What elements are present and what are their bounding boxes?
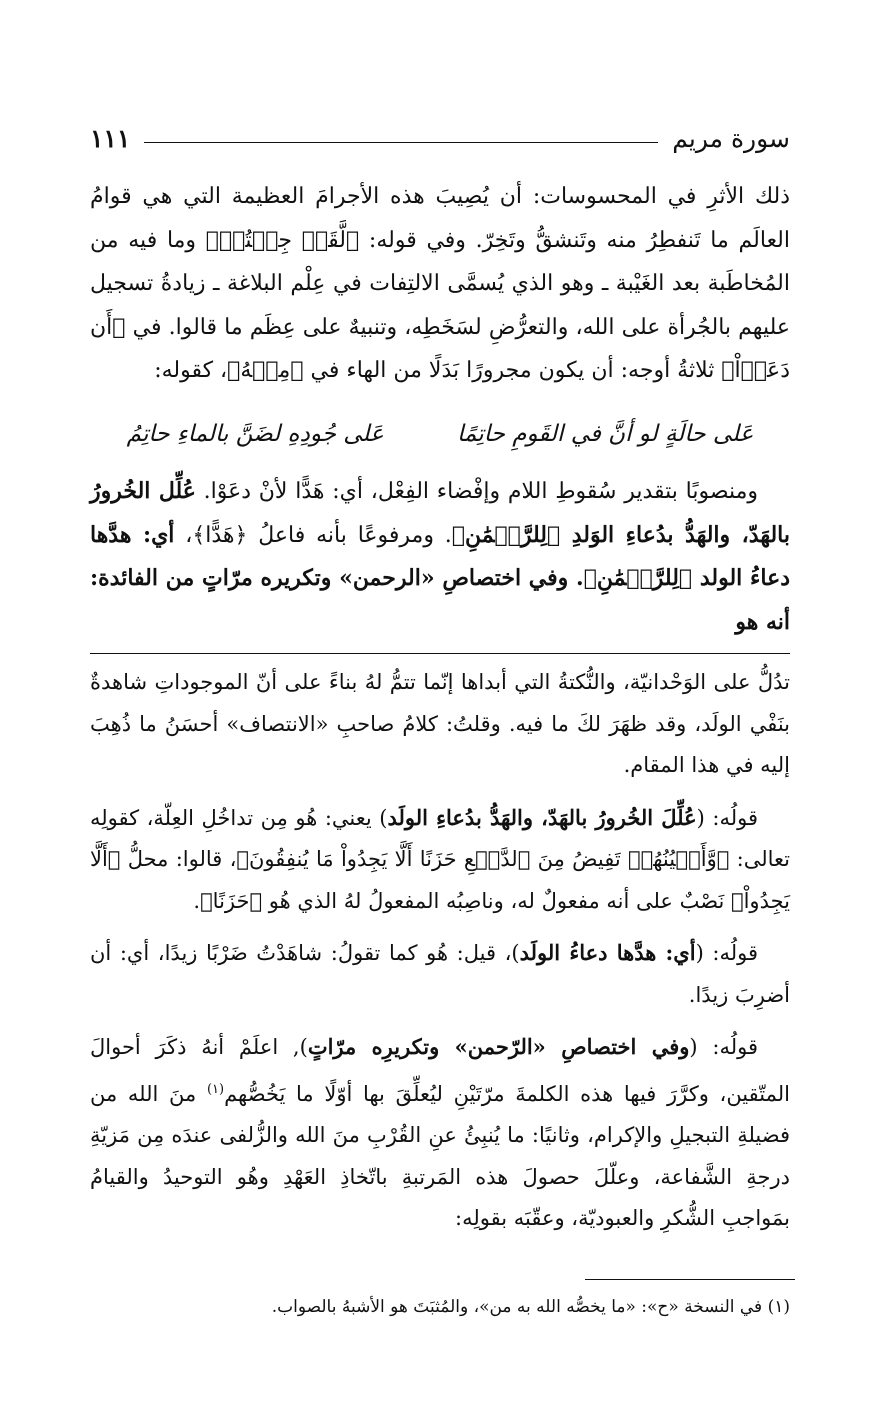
c3-text-a: قولُه: ( — [695, 941, 758, 965]
c3-text-c: )، قيل: هُو كما تقولُ: شاهَدْتُ ضَرْبًا زيدًا، أي: أن أضرِبَ زيدًا. — [90, 941, 790, 1007]
c2-bold-quote: عُلِّلَ الخُرورُ بالهَدّ، والهَدُّ بدُعاءِ الولَد — [387, 804, 697, 830]
c2-text-c: ) يعني: هُو مِن تداخُلِ العِلّة، كقولِه تعالى: ﴿وَّأَعۡيُنُهُمۡ تَفِيضُ مِنَ ٱلدَّمۡعِ حَزَنًا أَلَّا يَجِدُواْ مَا يُنفِقُونَ﴾، قالوا: محلُّ ﴿أَلَّا يَجِدُواْ﴾ نَصْبٌ على أنه مفعولٌ له، وناصِبُه المفعولُ لهُ الذي هُو ﴿حَزَنًا﴾. — [90, 805, 790, 913]
footnote: (١) في النسخة «ح»: «ما يخصُّه الله به من»، والمُثبَتَ هو الأشبهُ بالصواب. — [271, 1297, 790, 1317]
commentary-paragraph-4 — [90, 1026, 790, 1240]
c4-text-c: ), اعلَمْ أنهُ ذكَرَ أحوالَ المتّقين، وكرَّرَ فيها هذه الكلمةَ مرّتَيْنِ ليُعلِّقَ بها أوّلًا ما يَخُصُّهم — [90, 1035, 790, 1106]
verse-second-hemistich: عَلى جُودِهِ لضَنَّ بالماءِ حاتِمُ — [126, 420, 384, 447]
c4-text-a: قولُه: ( — [689, 1035, 758, 1059]
c2-text-a: قولُه: ( — [696, 805, 759, 830]
poetry-verse — [90, 413, 790, 457]
commentary-paragraph-3 — [90, 932, 790, 1016]
main-p2-text-a: ومنصوبًا بتقدير سُقوطِ اللام وإفْضاء الفِعْل، أي: هَدًّا لأنْ دعَوْا. — [195, 479, 758, 504]
page-header — [90, 118, 790, 158]
header-rule — [144, 142, 658, 143]
c4-text-d: منَ الله من فضيلةِ التبجيلِ والإكرام، وثانيًا: ما يُنبِئُ عنِ القُرْبِ منَ الله والزُّلفى عندَه مِن مَزيّةِ درجةِ الشَّفاعة، وعلّلَ حصولَ هذه المَرتبةِ باتّخاذِ العَهْدِ وهُو التوحيدُ والقيامُ بمَواجبِ الشُّكرِ والعبوديّة، وعقّبَه بقولِه: — [90, 1081, 790, 1230]
c4-bold-quote: وفي اختصاصِ «الرّحمن» وتكريرِه مرّاتٍ — [307, 1034, 690, 1059]
main-p2-bold-b: عُلِّل الخُرورُ بالهَدّ، والهَدُّ بدُعاءِ الوَلدِ ﴿لِلرَّحۡمَٰنِ﴾ — [90, 478, 790, 548]
main-text — [90, 175, 790, 644]
c3-bold-quote: أي: هدَّها دعاءُ الولَد — [519, 940, 696, 965]
main-paragraph-2 — [90, 470, 790, 644]
commentary-text — [90, 662, 790, 1250]
main-p2-text-c: . ومرفوعًا بأنه فاعلُ ﴿هَدًّا﴾، — [174, 522, 452, 548]
main-paragraph-1: ذلك الأثرِ في المحسوسات: أن يُصِيبَ هذه الأجرامَ العظيمة التي هي قوامُ العالَم ما تَنفطِرُ منه وتَنشقُّ وتَخِرّ. وفي قوله: ﴿لَّقَدۡ جِئۡتُمۡ﴾ وما فيه من المُخاطَبة بعد الغَيْبة ـ وهو الذي يُسمَّى الالتِفات في عِلْم البلاغة ـ زيادةُ تسجيل عليهم بالجُرأة على الله، والتعرُّضِ لسَخَطِه، وتنبيهٌ على عِظَم ما قالوا. في ﴿أَن دَعَوۡاْ﴾ ثلاثةُ أوجه: أن يكون مجرورًا بَدَلًا من الهاء في ﴿مِنۡهُ﴾، كقوله: — [90, 184, 790, 383]
commentary-paragraph-1: تدُلُّ على الوَحْدانيّة، والنُّكتةُ التي أبداها إنّما تتمُّ لهُ بناءً على أنّ الموجوداتِ شاهدةٌ بنَفْي الولَد، وقد ظهَرَ لكَ ما فيه. وقلتُ: كلامُ صاحبِ «الانتصاف» أحسَنُ ما ذُهِبَ إليه في هذا المقام. — [90, 670, 790, 777]
footnote-rule — [585, 1279, 795, 1280]
verse-first-hemistich: عَلى حالَةٍ لو أنَّ في القَومِ حاتِمًا — [457, 420, 754, 447]
main-p2-bold-d: أي: هدَّها دعاءُ الولد ﴿لِلرَّحۡمَٰنِ﴾. وفي اختصاصِ «الرحمن» وتكريره مرّاتٍ من الفائدة: أنه هو — [90, 521, 790, 635]
surah-title: سورة مريم — [672, 123, 790, 153]
commentary-paragraph-2 — [90, 797, 790, 923]
footnote-marker: (١) — [206, 1081, 225, 1097]
page-number: ١١١ — [90, 123, 131, 153]
section-divider — [90, 653, 790, 654]
